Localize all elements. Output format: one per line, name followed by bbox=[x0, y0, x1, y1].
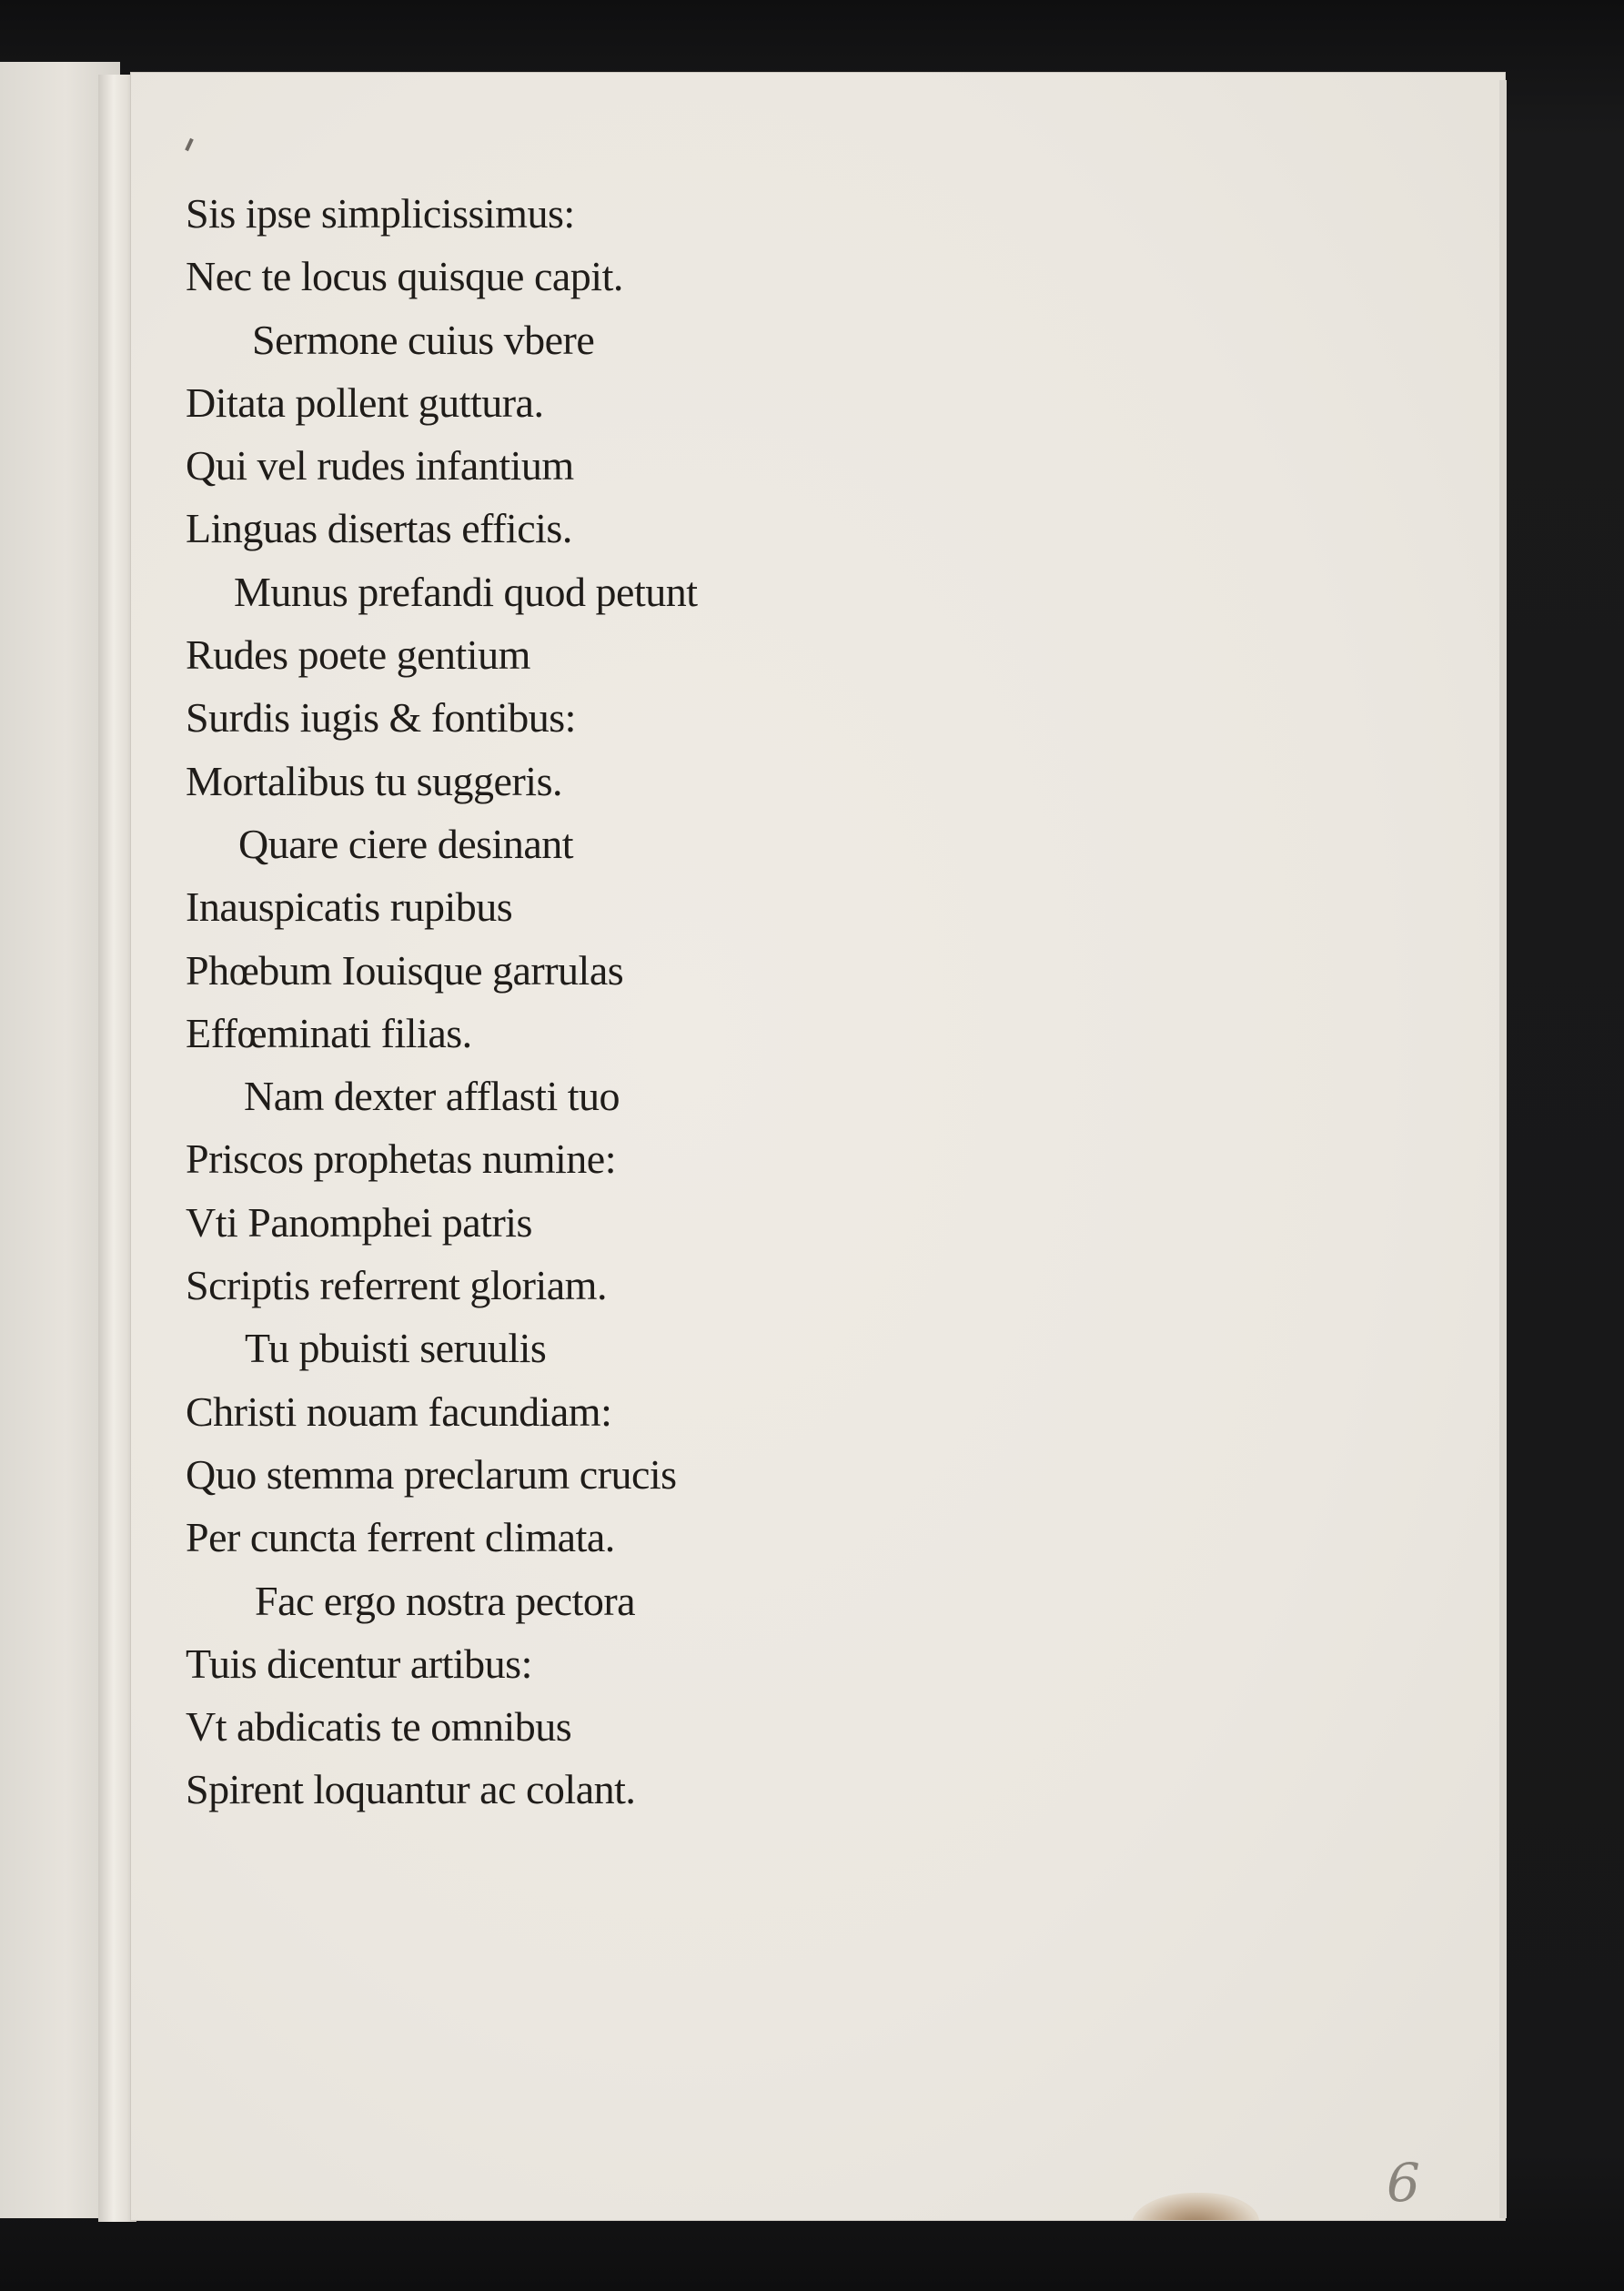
verse-line: Linguas disertas efficis. bbox=[186, 505, 572, 552]
verse-line: Christi nouam facundiam: bbox=[186, 1388, 612, 1435]
verse-line: Qui vel rudes infantium bbox=[186, 442, 574, 489]
verse-line: Sermone cuius vbere bbox=[252, 316, 595, 363]
verse-line: Inauspicatis rupibus bbox=[186, 883, 513, 931]
verse-line: Effœminati filias. bbox=[186, 1009, 472, 1056]
verse-line: Vti Panomphei patris bbox=[186, 1198, 532, 1246]
verse-line: Tu pbuisti seruulis bbox=[245, 1325, 547, 1372]
verse-line: Ditata pollent guttura. bbox=[186, 378, 544, 426]
verse-line: Munus prefandi quod petunt bbox=[234, 568, 698, 615]
verse-line: Priscos prophetas numine: bbox=[186, 1135, 616, 1183]
verse-text-block bbox=[186, 182, 1004, 1822]
verse-line: Rudes poete gentium bbox=[186, 631, 530, 679]
verse-line: Tuis dicentur artibus: bbox=[186, 1640, 532, 1687]
verse-line: Fac ergo nostra pectora bbox=[255, 1577, 636, 1624]
page-fore-edge bbox=[1499, 80, 1507, 2218]
verse-line: Quo stemma preclarum crucis bbox=[186, 1450, 677, 1498]
verse-line: Phœbum Iouisque garrulas bbox=[186, 946, 624, 994]
verse-line: Quare ciere desinant bbox=[238, 820, 574, 867]
verse-line: Spirent loquantur ac colant. bbox=[186, 1766, 636, 1813]
ink-mark bbox=[185, 138, 194, 151]
book-page bbox=[131, 73, 1505, 2220]
verse-line: Surdis iugis & fontibus: bbox=[186, 694, 576, 742]
verse-line: Sis ipse simplicissimus: bbox=[186, 190, 575, 237]
verse-line: Scriptis referrent gloriam. bbox=[186, 1262, 607, 1309]
verse-line: Per cuncta ferrent climata. bbox=[186, 1514, 615, 1561]
verse-line: Mortalibus tu suggeris. bbox=[186, 757, 562, 804]
verse-line: Vt abdicatis te omnibus bbox=[186, 1703, 572, 1751]
folio-number: 6 bbox=[1387, 2152, 1420, 2214]
verse-line: Nec te locus quisque capit. bbox=[186, 253, 623, 300]
foxing-stain bbox=[1132, 2193, 1259, 2220]
verse-line: Nam dexter afflasti tuo bbox=[244, 1073, 620, 1120]
